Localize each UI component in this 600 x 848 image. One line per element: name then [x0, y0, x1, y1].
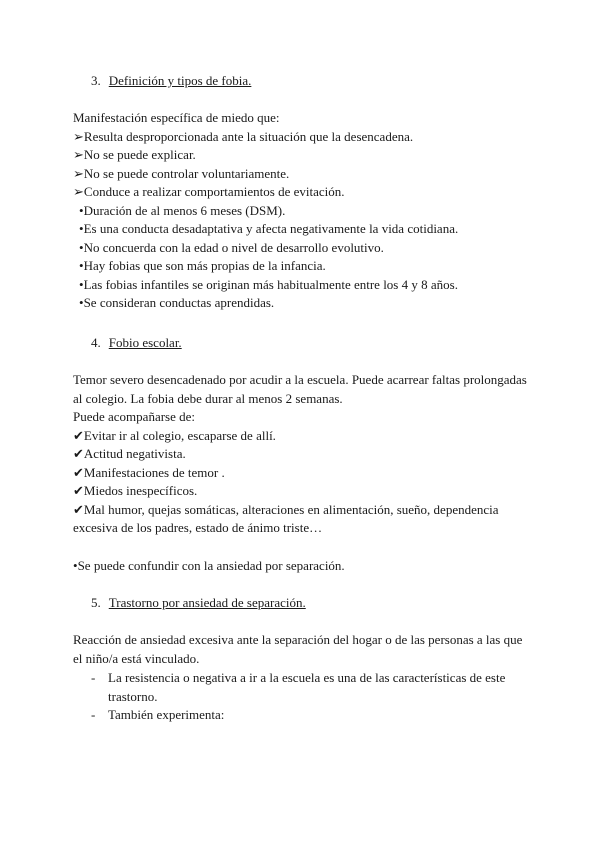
dash-list: [91, 669, 531, 725]
bullet-item: • Las fobias infantiles se originan más habitualmente entre los 4 y 8 años.: [73, 276, 533, 295]
arrow-item: ➢ No se puede controlar voluntariamente.: [73, 165, 533, 184]
section-5-heading: [91, 594, 306, 613]
arrow-bullet-icon: ➢: [73, 128, 84, 144]
section-5-number: 5.: [91, 595, 101, 610]
checkmark-icon: ✔: [73, 483, 84, 498]
check-item: ✔Mal humor, quejas somáticas, alteraciones en alimentación, sueño, dependencia excesiva de los padres, estado de ánimo triste…: [73, 501, 499, 535]
bullet-item: • Duración de al menos 6 meses (DSM).: [73, 202, 533, 221]
dot-bullet-icon: •: [73, 558, 78, 573]
checkmark-icon: ✔: [73, 501, 84, 517]
checkmark-icon: ✔: [73, 427, 84, 443]
dash-bullet-icon: -: [91, 707, 96, 722]
bullet-item: • No concuerda con la edad o nivel de desarrollo evolutivo.: [73, 239, 533, 258]
bullet-item: • Hay fobias que son más propias de la infancia.: [73, 257, 533, 276]
section-3-heading: [91, 72, 251, 91]
arrow-bullet-icon: ➢: [73, 184, 84, 199]
dot-bullet-icon: •: [79, 295, 84, 310]
arrow-bullet-icon: ➢: [73, 147, 84, 162]
section-5-paragraph: Reacción de ansiedad excesiva ante la separación del hogar o de las personas a las que el niño/a está vinculado.: [73, 632, 523, 666]
section-4-intro: Puede acompañarse de:: [73, 409, 196, 424]
section-4-note: [73, 557, 533, 576]
section-3-title: Definición y tipos de fobia.: [108, 73, 252, 88]
section-3-intro: Manifestación específica de miedo que:: [73, 110, 280, 125]
bullet-item: • Se consideran conductas aprendidas.: [73, 294, 533, 313]
check-item: ✔ Miedos inespecíficos.: [73, 482, 533, 501]
dot-bullet-icon: •: [79, 202, 84, 218]
arrow-item: ➢ Conduce a realizar comportamientos de evitación.: [73, 183, 533, 202]
dot-bullet-icon: •: [79, 258, 84, 273]
section-5-title: Trastorno por ansiedad de separación.: [108, 595, 306, 610]
bullet-item: • Se puede confundir con la ansiedad por separación.: [73, 557, 533, 576]
section-4-title: Fobio escolar.: [108, 335, 182, 350]
arrow-item: ➢ No se puede explicar.: [73, 146, 533, 165]
section-4-body: [73, 371, 533, 538]
arrow-bullet-icon: ➢: [73, 165, 84, 181]
checkmark-icon: ✔: [73, 464, 84, 480]
arrow-item: ➢ Resulta desproporcionada ante la situación que la desencadena.: [73, 128, 533, 147]
dash-item: - También experimenta:: [91, 706, 531, 725]
checkmark-icon: ✔: [73, 446, 84, 461]
dot-bullet-icon: •: [79, 221, 84, 236]
section-5-body: [73, 631, 533, 668]
section-3-number: 3.: [91, 73, 101, 88]
dot-bullet-icon: •: [79, 239, 84, 255]
check-item: ✔ Evitar ir al colegio, escaparse de allí.: [73, 427, 533, 446]
bullet-item: • Es una conducta desadaptativa y afecta negativamente la vida cotidiana.: [73, 220, 533, 239]
section-4-number: 4.: [91, 335, 101, 350]
section-4-paragraph: Temor severo desencadenado por acudir a la escuela. Puede acarrear faltas prolongadas al colegio. La fobia debe durar al menos 2 semanas.: [73, 372, 527, 406]
check-item: ✔ Actitud negativista.: [73, 445, 533, 464]
dash-item: - La resistencia o negativa a ir a la escuela es una de las características de este trastorno.: [91, 669, 531, 706]
dot-bullet-icon: •: [79, 276, 84, 292]
section-4-heading: [91, 334, 182, 353]
dash-bullet-icon: -: [91, 670, 96, 685]
section-3-body: [73, 109, 533, 313]
check-item: ✔ Manifestaciones de temor .: [73, 464, 533, 483]
